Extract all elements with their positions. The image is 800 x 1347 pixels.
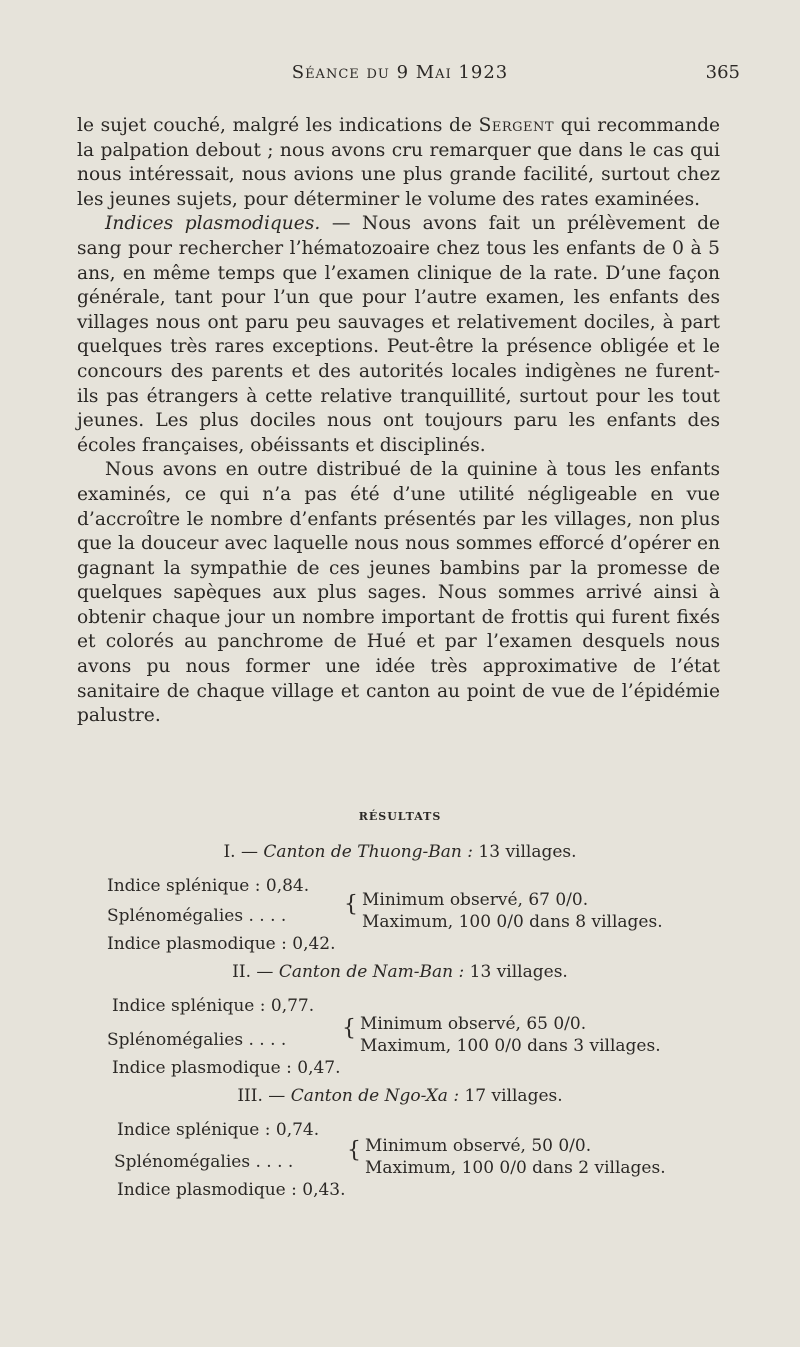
brace-icon: { <box>347 1138 361 1163</box>
canton-title <box>0 842 800 862</box>
canton-title <box>0 962 800 982</box>
paragraph-1 <box>77 114 720 212</box>
running-header <box>0 62 800 90</box>
canton-numeral: III. <box>237 1086 263 1106</box>
results-heading: RÉSULTATS <box>358 810 442 823</box>
canton-dash: — <box>262 1086 291 1106</box>
canton-numeral: II. <box>232 962 251 982</box>
maximum-observed: Maximum, 100 0/0 dans 3 villages. <box>360 1036 661 1056</box>
canton-dash: — <box>251 962 279 982</box>
paragraph-2-text: — Nous avons fait un prélèvement de sang pour rechercher l’hématozoaire chez tous les enfants de 0 à 5 ans, en même temps que l’examen clinique de la rate. D’une façon générale, tant pour l’un que pour l’autre examen, les enfants des villages nous ont paru peu sauvages et relativement dociles, à part quelques très rares exceptions. Peut-être la présence obligée et le concours des parents et des autorités locales indigènes ne furent-ils pas étrangers à cette relative tranquillité, surtout pour les tout jeunes. Les plus dociles nous ont toujours paru les enfants des écoles françaises, obéissants et disciplinés. <box>77 213 720 456</box>
canton-villages: 13 villages. <box>464 962 568 982</box>
splenic-index: Indice splénique : 0,74. <box>117 1120 320 1140</box>
paragraph-1-text-b: qui recommande la palpation debout ; nous avons cru remarquer que dans le cas qui nous intéressait, nous avions une plus grande facilité, surtout chez les jeunes sujets, pour déterminer le volume des rates examinées. <box>77 115 720 210</box>
plasmodic-index: Indice plasmodique : 0,47. <box>112 1058 341 1078</box>
author-name: Sergent <box>478 115 555 136</box>
splenomegaly-label: Splénomégalies . . . . <box>114 1152 294 1172</box>
maximum-observed: Maximum, 100 0/0 dans 2 villages. <box>365 1158 666 1178</box>
body-text <box>77 114 720 729</box>
plasmodic-index: Indice plasmodique : 0,42. <box>107 934 336 954</box>
brace-icon: { <box>344 892 358 917</box>
splenomegaly-label: Splénomégalies . . . . <box>107 906 287 926</box>
brace-icon: { <box>342 1016 356 1041</box>
maximum-observed: Maximum, 100 0/0 dans 8 villages. <box>362 912 663 932</box>
canton-name: Canton de Nam-Ban : <box>278 962 465 982</box>
paragraph-2 <box>77 212 720 458</box>
minimum-observed: Minimum observé, 65 0/0. <box>360 1014 587 1034</box>
canton-name: Canton de Thuong-Ban : <box>263 842 473 862</box>
plasmodic-index: Indice plasmodique : 0,43. <box>117 1180 346 1200</box>
minimum-observed: Minimum observé, 67 0/0. <box>362 890 589 910</box>
page-number: 365 <box>705 62 740 83</box>
splenic-index: Indice splénique : 0,77. <box>112 996 315 1016</box>
canton-villages: 13 villages. <box>473 842 577 862</box>
section-heading: Indices plasmodiques. <box>105 213 321 235</box>
canton-numeral: I. <box>223 842 236 862</box>
canton-name: Canton de Ngo-Xa : <box>290 1086 460 1106</box>
splenomegaly-label: Splénomégalies . . . . <box>107 1030 287 1050</box>
canton-dash: — <box>235 842 264 862</box>
splenic-index: Indice splénique : 0,84. <box>107 876 310 896</box>
canton-villages: 17 villages. <box>459 1086 563 1106</box>
paragraph-3: Nous avons en outre distribué de la quinine à tous les enfants examinés, ce qui n’a pas été d’une utilité négligeable en vue d’accroître le nombre d’enfants présentés par les villages, non plus que la douceur avec laquelle nous nous sommes efforcé d’opérer en gagnant la sympathie de ces jeunes bambins par la promesse de quelques sapèques aux plus sages. Nous sommes arrivé ainsi à obtenir chaque jour un nombre important de frottis qui furent fixés et colorés au panchrome de Hué et par l’examen desquels nous avons pu nous former une idée très approximative de l’état sanitaire de chaque village et canton au point de vue de l’épidémie palustre. <box>77 459 720 727</box>
canton-title <box>0 1086 800 1106</box>
minimum-observed: Minimum observé, 50 0/0. <box>365 1136 592 1156</box>
paragraph-1-text-a: le sujet couché, malgré les indications de <box>77 115 479 136</box>
header-title: Séance du 9 Mai 1923 <box>291 62 509 83</box>
